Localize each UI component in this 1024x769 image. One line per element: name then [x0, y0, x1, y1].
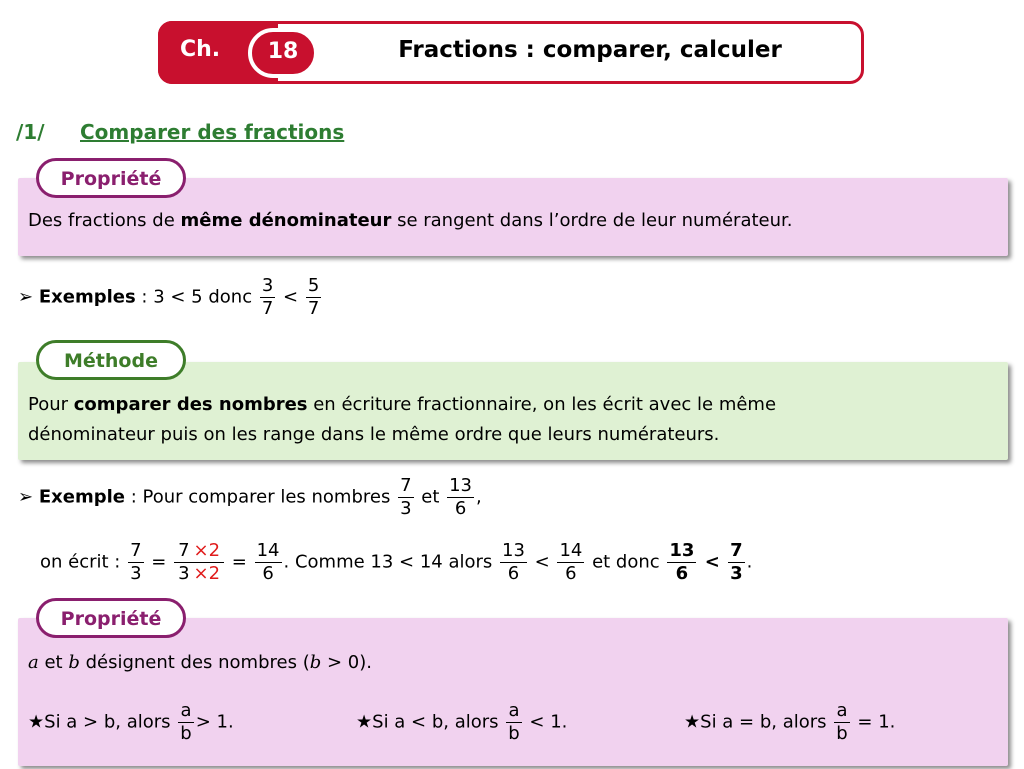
property-2-intro: [28, 648, 372, 678]
item-2-result: < 1.: [523, 711, 568, 733]
equals-sign: =: [145, 551, 173, 573]
fraction-13-6-b: $\frac{13}{6}$: [502, 540, 525, 584]
method-text-line-2: dénominateur puis on les range dans le même ordre que leurs numérateurs.: [28, 424, 720, 445]
section-title: Comparer des fractions: [80, 120, 345, 144]
less-than-sign: <: [528, 551, 556, 573]
item-2-condition: Si a < b, alors: [372, 711, 505, 733]
fraction-14-6: $\frac{14}{6}$: [256, 540, 280, 584]
less-than-sign-bold: <: [698, 551, 727, 573]
item-3-result: = 1.: [851, 711, 896, 733]
intro-et: et: [38, 652, 69, 673]
star-icon: ★: [28, 711, 45, 733]
intro-end: > 0).: [321, 652, 372, 673]
method-line-1-bold: comparer des nombres: [73, 394, 308, 415]
star-icon: ★: [684, 711, 701, 733]
property-1-text-bold: même dénominateur: [180, 210, 392, 231]
fraction-7-3-bold: $\frac{7}{3}$: [730, 540, 743, 584]
method-tag: Méthode: [36, 340, 186, 380]
chapter-number: 18: [267, 39, 299, 64]
fraction-7-3-b: $\frac{7}{3}$: [130, 540, 142, 584]
fraction-a-b-1: $\frac{a}{b}$: [180, 700, 192, 744]
property-1-text-after: se rangent dans l’ordre de leur numérateur.: [391, 210, 793, 231]
property-tag-1: Propriété: [36, 158, 186, 198]
example-2-comma: ,: [476, 486, 482, 508]
fraction-14-6-b: $\frac{14}{6}$: [559, 540, 583, 584]
method-line-1-before: Pour: [28, 394, 74, 415]
var-a: a: [28, 652, 39, 673]
arrow-bullet-icon: ➢: [18, 486, 34, 508]
chapter-title: Fractions : comparer, calculer: [398, 37, 782, 63]
fraction-7x2-3x2: $\frac{7 \times 2}{3 \times 2}$: [174, 540, 224, 585]
example-2-et: et: [415, 486, 446, 508]
example-2-end: .: [746, 551, 753, 573]
example-2-donc: et donc: [586, 551, 666, 573]
examples-1-line: [18, 275, 323, 320]
method-line-1-after: en écriture fractionnaire, on les écrit avec le même: [307, 394, 777, 415]
property-tag-2: Propriété: [36, 598, 186, 638]
examples-1-text: : 3 < 5 donc: [135, 286, 258, 308]
intro-rest: désignent des nombres (: [79, 652, 310, 673]
property-1-text-before: Des fractions de: [28, 210, 181, 231]
star-icon: ★: [356, 711, 373, 733]
fraction-a-b-2: $\frac{a}{b}$: [508, 700, 520, 744]
example-2-label: Exemple: [38, 486, 125, 508]
property-2-item-1: [28, 700, 234, 745]
arrow-bullet-icon: ➢: [18, 286, 34, 308]
examples-1-operator: <: [283, 286, 299, 308]
property-2-item-3: [684, 700, 895, 745]
var-b-2: b: [309, 652, 322, 673]
equals-sign: =: [226, 551, 253, 573]
example-2-line-1: [18, 475, 482, 520]
example-2-line-2-start: on écrit :: [40, 551, 127, 573]
item-1-condition: Si a > b, alors: [44, 711, 177, 733]
item-3-condition: Si a = b, alors: [700, 711, 833, 733]
example-2-line-2: [40, 540, 752, 585]
fraction-7-3: $\frac{7}{3}$: [400, 475, 412, 519]
example-2-comme: . Comme 13 < 14 alors: [283, 551, 499, 573]
section-number: /1/: [16, 120, 45, 144]
fraction-13-6: $\frac{13}{6}$: [449, 475, 473, 519]
chapter-label: Ch.: [180, 37, 221, 62]
fraction-a-b-3: $\frac{a}{b}$: [836, 700, 848, 744]
item-1-result: > 1.: [195, 711, 234, 733]
examples-1-label: Exemples: [38, 286, 136, 308]
property-1-text: [28, 206, 792, 236]
method-text-line-1: [28, 390, 776, 420]
var-b: b: [68, 652, 80, 673]
example-2-text: : Pour comparer les nombres: [124, 486, 397, 508]
fraction-3-7: $\frac{3}{7}$: [261, 275, 274, 319]
property-2-item-2: [356, 700, 567, 745]
fraction-13-6-bold: $\frac{13}{6}$: [669, 540, 695, 584]
fraction-5-7: $\frac{5}{7}$: [307, 275, 320, 319]
